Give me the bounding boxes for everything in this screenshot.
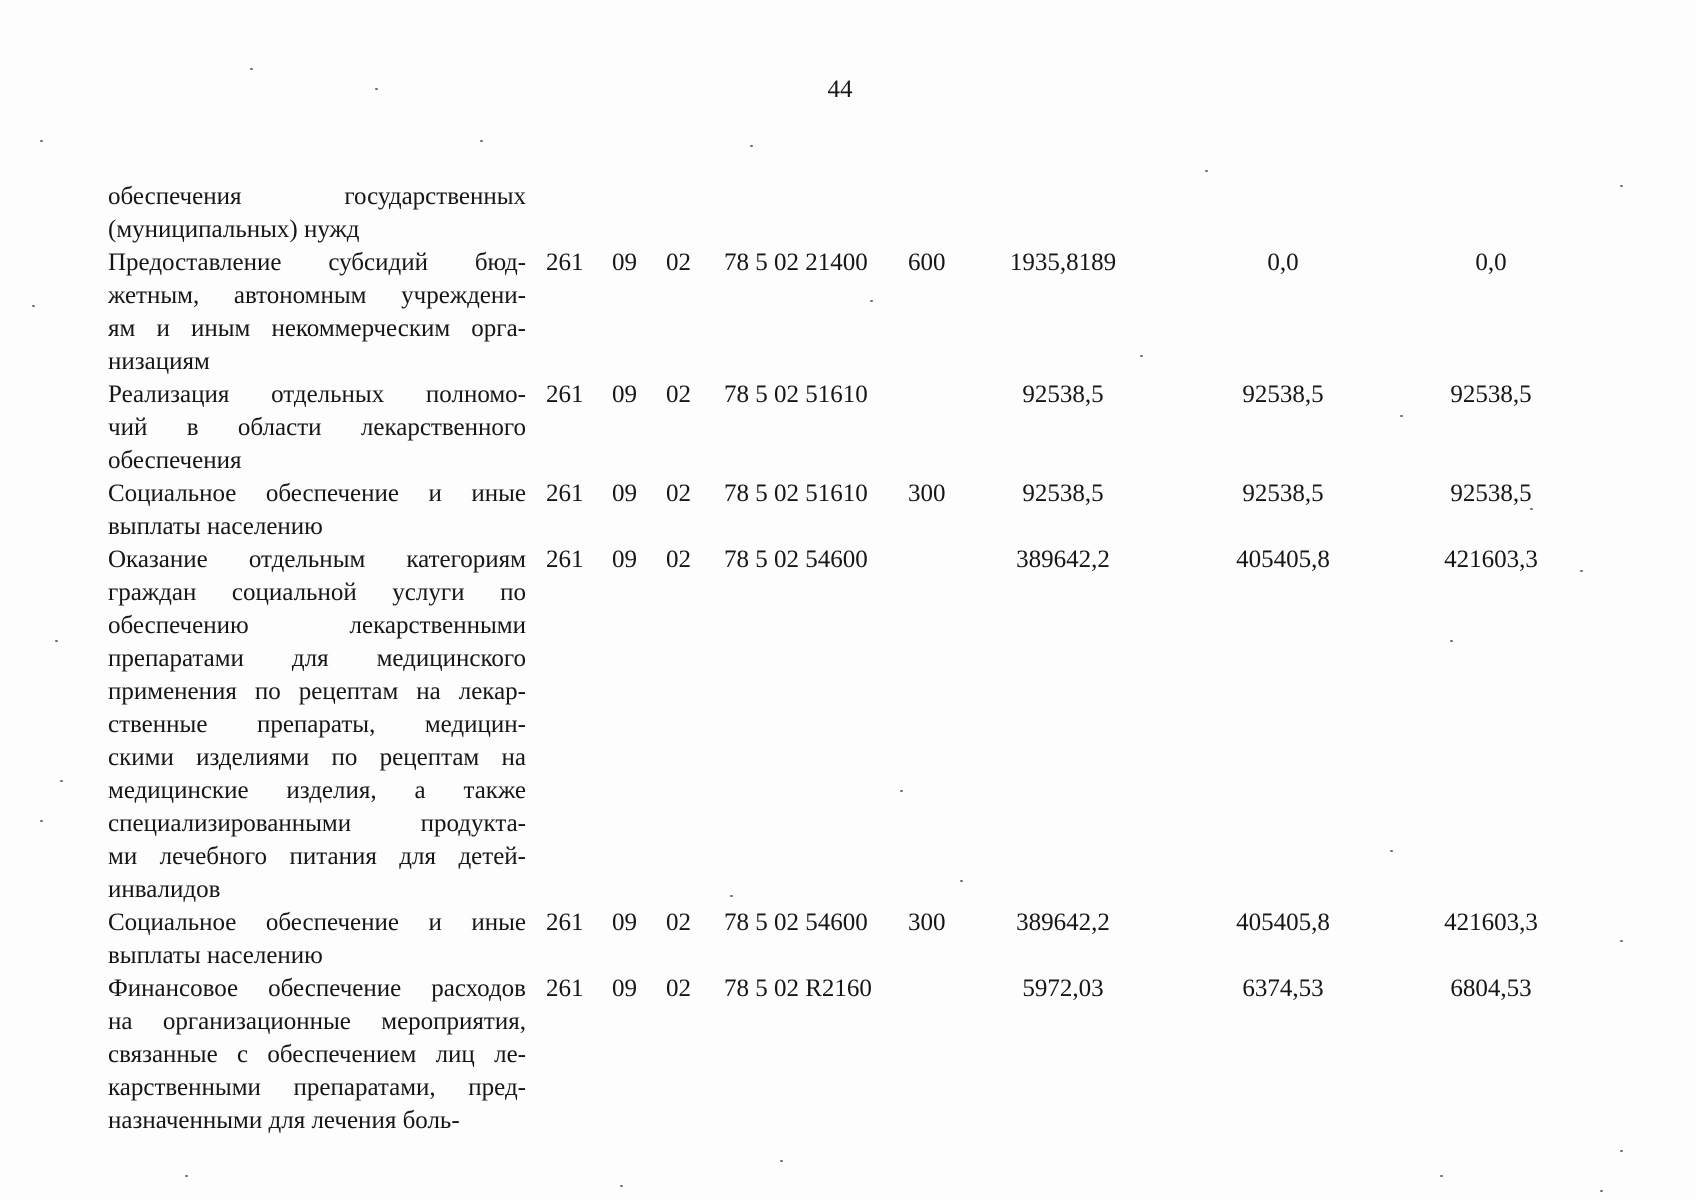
row-name-line: Социальное обеспечение и иные xyxy=(108,909,526,936)
row-name-line: (муниципальных) нужд xyxy=(108,216,360,243)
target-article-code: 78 5 02 54600 xyxy=(724,546,868,573)
row-name-line: Предоставление субсидий бюд- xyxy=(108,249,526,276)
amount-year-1: 92538,5 xyxy=(1022,381,1104,408)
scan-speck xyxy=(1620,940,1623,942)
grbs-code: 261 xyxy=(546,546,584,573)
row-name xyxy=(108,246,526,378)
scan-speck xyxy=(780,1160,783,1162)
scan-speck xyxy=(1140,355,1143,357)
row-name xyxy=(108,378,526,477)
amount-year-2: 0,0 xyxy=(1267,249,1299,276)
table-row xyxy=(108,180,526,246)
scan-speck xyxy=(1440,1175,1443,1177)
row-name-line: специализированными продукта- xyxy=(108,810,526,837)
target-article-code: 78 5 02 51610 xyxy=(724,381,868,408)
amount-year-3: 6804,53 xyxy=(1450,975,1532,1002)
row-name xyxy=(108,543,526,906)
amount-year-3: 421603,3 xyxy=(1444,909,1538,936)
row-name-line: ственные препараты, медицин- xyxy=(108,711,526,738)
row-name-line: обеспечения xyxy=(108,447,242,474)
amount-year-3: 92538,5 xyxy=(1450,381,1532,408)
subsection-code: 02 xyxy=(666,909,691,936)
scan-speck xyxy=(32,305,35,307)
row-name-line: низациям xyxy=(108,348,210,375)
grbs-code: 261 xyxy=(546,480,584,507)
grbs-code: 261 xyxy=(546,909,584,936)
row-name-line: выплаты населению xyxy=(108,513,323,540)
table-row xyxy=(108,906,1538,972)
row-name-line: Финансовое обеспечение расходов xyxy=(108,975,526,1002)
amount-year-2: 405405,8 xyxy=(1236,909,1330,936)
amount-year-1: 1935,8189 xyxy=(1009,249,1117,276)
subsection-code: 02 xyxy=(666,249,691,276)
row-name-line: жетным, автономным учреждени- xyxy=(108,282,526,309)
row-name-line: Реализация отдельных полномо- xyxy=(108,381,526,408)
amount-year-3: 0,0 xyxy=(1475,249,1507,276)
scan-speck xyxy=(480,140,483,142)
row-name-line: медицинские изделия, а также xyxy=(108,777,526,804)
grbs-code: 261 xyxy=(546,381,584,408)
amount-year-1: 92538,5 xyxy=(1022,480,1104,507)
scan-speck xyxy=(185,1175,188,1177)
scan-speck xyxy=(40,820,43,822)
row-name-line: инвалидов xyxy=(108,876,221,903)
amount-year-1: 389642,2 xyxy=(1016,909,1110,936)
scan-speck xyxy=(375,88,378,90)
section-code: 09 xyxy=(612,480,637,507)
row-name-line: обеспечению лекарственными xyxy=(108,612,526,639)
scan-speck xyxy=(40,140,43,142)
row-name xyxy=(108,972,526,1137)
subsection-code: 02 xyxy=(666,975,691,1002)
row-name-line: связанные с обеспечением лиц ле- xyxy=(108,1041,526,1068)
subsection-code: 02 xyxy=(666,381,691,408)
amount-year-1: 389642,2 xyxy=(1016,546,1110,573)
row-name-line: ми лечебного питания для детей- xyxy=(108,843,526,870)
row-name-line: граждан социальной услуги по xyxy=(108,579,526,606)
section-code: 09 xyxy=(612,909,637,936)
row-name-line: препаратами для медицинского xyxy=(108,645,526,672)
page-number: 44 xyxy=(827,76,853,103)
scan-speck xyxy=(250,68,253,70)
scan-speck xyxy=(620,1185,623,1187)
scan-speck xyxy=(60,780,63,782)
subsection-code: 02 xyxy=(666,480,691,507)
section-code: 09 xyxy=(612,381,637,408)
row-name xyxy=(108,906,526,972)
scan-speck xyxy=(870,300,873,302)
expense-type-code: 300 xyxy=(908,480,946,507)
table-row xyxy=(108,477,1532,543)
scan-speck xyxy=(55,640,58,642)
scan-speck xyxy=(1530,508,1533,510)
amount-year-2: 6374,53 xyxy=(1242,975,1324,1002)
scan-speck xyxy=(1620,1150,1623,1152)
grbs-code: 261 xyxy=(546,975,584,1002)
section-code: 09 xyxy=(612,975,637,1002)
scan-speck xyxy=(730,895,733,897)
expense-type-code: 300 xyxy=(908,909,946,936)
scan-speck xyxy=(1205,170,1208,172)
row-name-line: назначенными для лечения боль- xyxy=(108,1107,460,1134)
table-row xyxy=(108,246,1507,378)
scan-speck xyxy=(1600,1190,1603,1192)
target-article-code: 78 5 02 21400 xyxy=(724,249,868,276)
target-article-code: 78 5 02 54600 xyxy=(724,909,868,936)
amount-year-3: 92538,5 xyxy=(1450,480,1532,507)
scan-speck xyxy=(1400,415,1403,417)
amount-year-2: 92538,5 xyxy=(1242,480,1324,507)
scan-speck xyxy=(1580,570,1583,572)
section-code: 09 xyxy=(612,546,637,573)
table-row xyxy=(108,543,1538,906)
amount-year-2: 405405,8 xyxy=(1236,546,1330,573)
expense-type-code: 600 xyxy=(908,249,946,276)
row-name-line: карственными препаратами, пред- xyxy=(108,1074,526,1101)
row-name-line: ям и иным некоммерческим орга- xyxy=(108,315,526,342)
row-name-line: Социальное обеспечение и иные xyxy=(108,480,526,507)
scan-speck xyxy=(960,880,963,882)
row-name-line: Оказание отдельным категориям xyxy=(108,546,526,573)
target-article-code: 78 5 02 R2160 xyxy=(724,975,872,1002)
table-row xyxy=(108,972,1532,1137)
section-code: 09 xyxy=(612,249,637,276)
scan-speck xyxy=(900,790,903,792)
amount-year-2: 92538,5 xyxy=(1242,381,1324,408)
budget-table xyxy=(108,180,1538,1137)
row-name-line: на организационные мероприятия, xyxy=(108,1008,526,1035)
table-row xyxy=(108,378,1532,477)
row-name-line: применения по рецептам на лекар- xyxy=(108,678,526,705)
row-name xyxy=(108,180,526,246)
scan-speck xyxy=(1390,850,1393,852)
amount-year-3: 421603,3 xyxy=(1444,546,1538,573)
row-name-line: обеспечения государственных xyxy=(108,183,526,210)
row-name xyxy=(108,477,526,543)
subsection-code: 02 xyxy=(666,546,691,573)
grbs-code: 261 xyxy=(546,249,584,276)
scan-speck xyxy=(1450,640,1453,642)
amount-year-1: 5972,03 xyxy=(1022,975,1104,1002)
row-name-line: скими изделиями по рецептам на xyxy=(108,744,526,771)
row-name-line: чий в области лекарственного xyxy=(108,414,526,441)
row-name-line: выплаты населению xyxy=(108,942,323,969)
scan-speck xyxy=(750,145,753,147)
target-article-code: 78 5 02 51610 xyxy=(724,480,868,507)
scan-speck xyxy=(1620,185,1623,187)
